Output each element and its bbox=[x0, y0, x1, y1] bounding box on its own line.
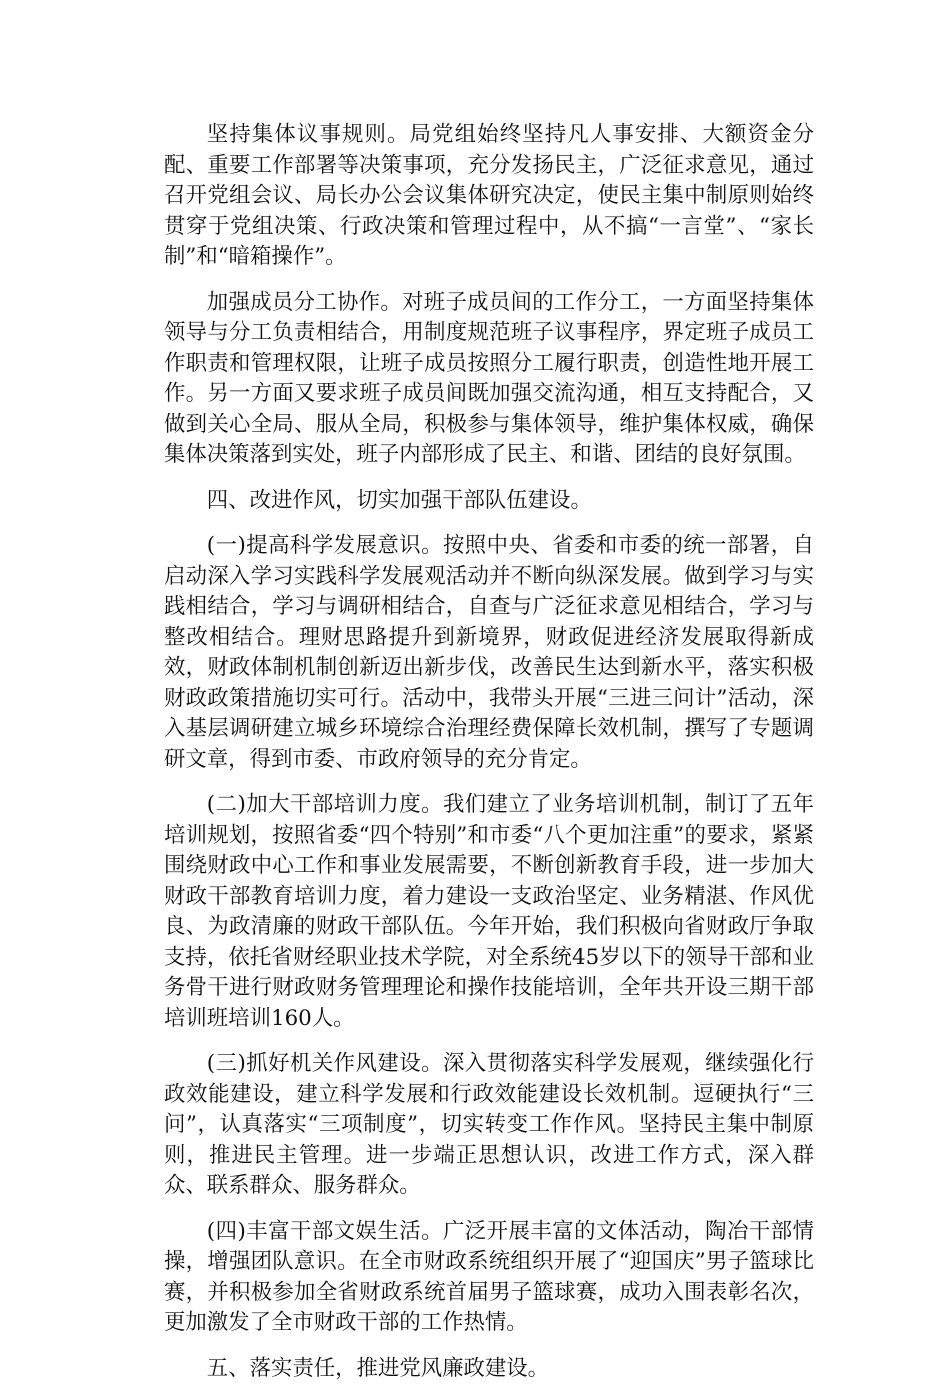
paragraph-member-division: 加强成员分工协作。对班子成员间的工作分工，一方面坚持集体领导与分工负责相结合，用制度规范班子议事程序，界定班子成员工作职责和管理权限，让班子成员按照分工履行职责，创造性地开展工作。另一方面又要求班子成员间既加强交流沟通，相互支持配合，又做到关心全局、服从全局，积极参与集体领导，维护集体权威，确保集体决策落到实处，班子内部形成了民主、和谐、团结的良好氛围。 bbox=[164, 289, 814, 467]
document-body bbox=[164, 120, 814, 1399]
paragraph-work-style: (三)抓好机关作风建设。深入贯彻落实科学发展观，继续强化行政效能建设，建立科学发展和行政效能建设长效机制。逗硬执行“三问”，认真落实“三项制度”，切实转变工作作风。坚持民主集中制原则，推进民主管理。进一步端正思想认识，改进工作方式，深入群众、联系群众、服务群众。 bbox=[164, 1051, 814, 1198]
section-heading-five: 五、落实责任，推进党风廉政建设。 bbox=[206, 1355, 550, 1381]
section-heading-four: 四、改进作风，切实加强干部队伍建设。 bbox=[206, 487, 592, 513]
paragraph-collective-rules: 坚持集体议事规则。局党组始终坚持凡人事安排、大额资金分配、重要工作部署等决策事项，充分发扬民主，广泛征求意见，通过召开党组会议、局长办公会议集体研究决定，使民主集中制原则始终贯穿于党组决策、行政决策和管理过程中，从不搞“一言堂”、“家长制”和“暗箱操作”。 bbox=[164, 122, 814, 269]
paragraph-science-development: (一)提高科学发展意识。按照中央、省委和市委的统一部署，自启动深入学习实践科学发展观活动并不断向纵深发展。做到学习与实践相结合，学习与调研相结合，自查与广泛征求意见相结合，学习与整改相结合。理财思路提升到新境界，财政促进经济发展取得新成效，财政体制机制创新迈出新步伐，改善民生达到新水平，落实积极财政政策措施切实可行。活动中，我带头开展“三进三问计”活动，深入基层调研建立城乡环境综合治理经费保障长效机制，撰写了专题调研文章，得到市委、市政府领导的充分肯定。 bbox=[164, 533, 814, 772]
paragraph-cadre-training: (二)加大干部培训力度。我们建立了业务培训机制，制订了五年培训规划，按照省委“四个特别”和市委“八个更加注重”的要求，紧紧围绕财政中心工作和事业发展需要，不断创新教育手段，进一步加大财政干部教育培训力度，着力建设一支政治坚定、业务精湛、作风优良、为政清廉的财政干部队伍。今年开始，我们积极向省财政厅争取支持，依托省财经职业技术学院，对全系统45岁以下的领导干部和业务骨干进行财政财务管理理论和操作技能培训，全年共开设三期干部培训班培训160人。 bbox=[164, 792, 814, 1031]
paragraph-entertainment: (四)丰富干部文娱生活。广泛开展丰富的文体活动，陶冶干部情操，增强团队意识。在全市财政系统组织开展了“迎国庆”男子篮球比赛，并积极参加全省财政系统首届男子篮球赛，成功入围表彰名次，更加激发了全市财政干部的工作热情。 bbox=[164, 1218, 814, 1335]
